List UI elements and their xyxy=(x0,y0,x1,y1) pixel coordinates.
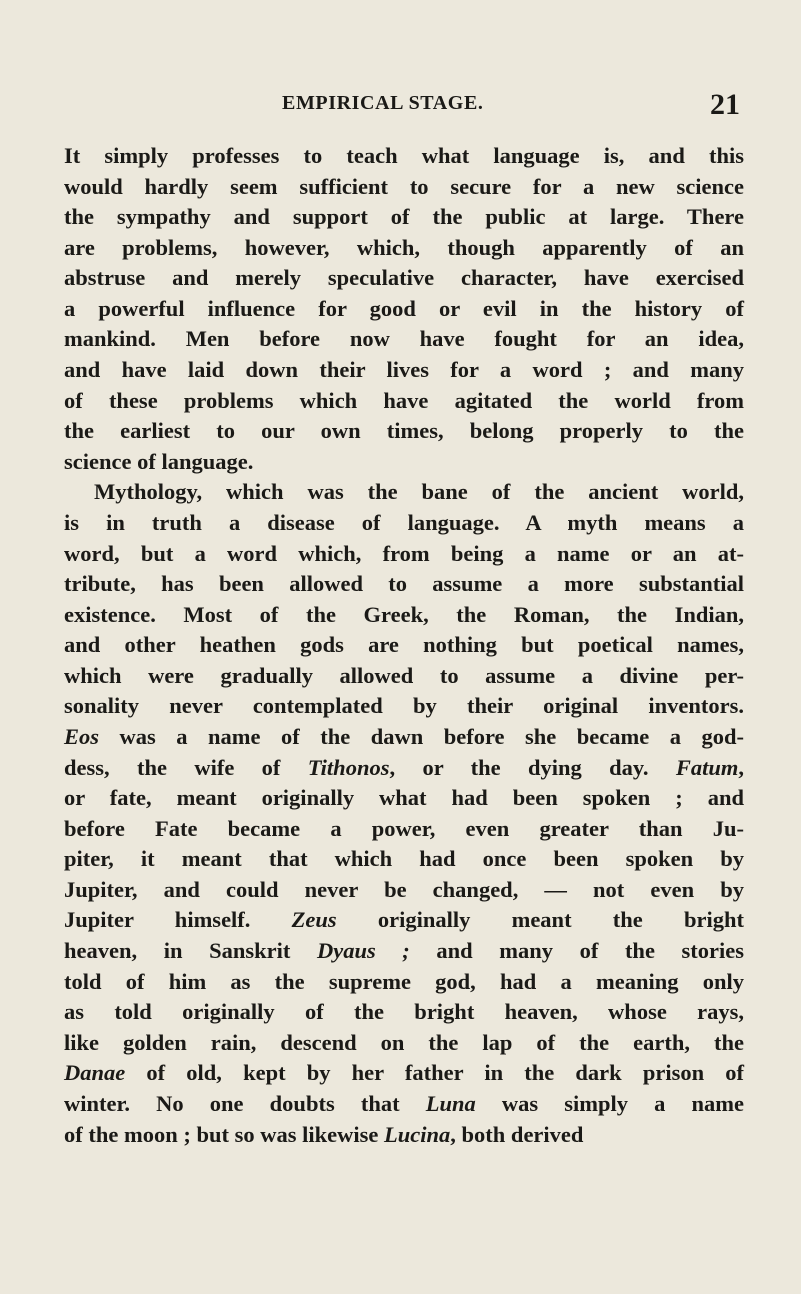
text-run: dess, the wife of xyxy=(64,754,308,780)
text-line xyxy=(64,172,744,203)
text-run: Mythology, which was the bane of the ancient world, xyxy=(94,479,744,505)
text-line xyxy=(64,691,744,722)
text-line xyxy=(64,630,744,661)
text-line xyxy=(64,324,744,355)
text-run: heaven, in Sanskrit xyxy=(64,938,317,964)
paragraph xyxy=(64,141,744,477)
italic-term: Fatum xyxy=(675,754,739,780)
text-run: originally meant the bright xyxy=(336,907,744,933)
text-run: science of language. xyxy=(64,448,254,474)
text-run: of old, kept by her father in the dark prison of xyxy=(125,1060,744,1086)
text-run: like golden rain, descend on the lap of the earth, the xyxy=(64,1029,744,1055)
running-head: EMPIRICAL STAGE. xyxy=(282,92,484,114)
text-run: would hardly seem sufficient to secure for a new science xyxy=(64,173,744,199)
text-run: as told originally of the bright heaven, whose rays, xyxy=(64,999,744,1025)
text-line xyxy=(64,386,744,417)
text-run: was a name of the dawn before she became a god- xyxy=(99,723,744,749)
text-line xyxy=(64,539,744,570)
text-run: of these problems which have agitated the world from xyxy=(64,387,744,413)
italic-term: Luna xyxy=(425,1090,476,1116)
text-run: Jupiter himself. xyxy=(64,907,292,933)
text-line xyxy=(64,1089,744,1120)
text-run: a powerful influence for good or evil in the history of xyxy=(64,295,744,321)
text-run: existence. Most of the Greek, the Roman, the Indian, xyxy=(64,601,744,627)
text-line xyxy=(64,202,744,233)
text-run: and have laid down their lives for a word ; and many xyxy=(64,357,744,383)
text-run: tribute, has been allowed to assume a more substantial xyxy=(64,571,744,597)
text-line xyxy=(64,1028,744,1059)
text-line xyxy=(64,447,744,478)
text-run: winter. No one doubts that xyxy=(64,1090,426,1116)
italic-term: Danae xyxy=(64,1060,126,1086)
text-line xyxy=(64,508,744,539)
text-line xyxy=(64,1058,744,1089)
text-line xyxy=(64,997,744,1028)
page-number: 21 xyxy=(710,88,740,121)
text-line xyxy=(64,1120,744,1151)
text-line xyxy=(64,844,744,875)
text-line xyxy=(64,814,744,845)
text-run: mankind. Men before now have fought for an idea, xyxy=(64,326,744,352)
text-line xyxy=(64,569,744,600)
text-run: before Fate became a power, even greater than Ju- xyxy=(64,815,744,841)
text-run: abstruse and merely speculative character, have exercised xyxy=(64,265,744,291)
text-run: and many of the stories xyxy=(409,938,745,964)
italic-term: Zeus xyxy=(291,907,337,933)
text-line xyxy=(64,233,744,264)
text-run: It simply professes to teach what language is, and this xyxy=(64,143,744,168)
text-line xyxy=(64,294,744,325)
paragraph xyxy=(64,477,744,1150)
text-run: sonality never contemplated by their original inventors. xyxy=(64,693,744,719)
text-line xyxy=(64,753,744,784)
text-run: are problems, however, which, though apparently of an xyxy=(64,234,744,260)
text-line xyxy=(64,416,744,447)
text-line xyxy=(64,600,744,631)
text-run: Jupiter, and could never be changed, — not even by xyxy=(64,876,744,902)
text-line xyxy=(64,661,744,692)
body-text xyxy=(64,141,744,1150)
text-run: piter, it meant that which had once been spoken by xyxy=(64,846,744,872)
text-line xyxy=(64,355,744,386)
text-run: was simply a name xyxy=(475,1090,744,1116)
text-run: or fate, meant originally what had been spoken ; and xyxy=(64,785,744,811)
text-run: is in truth a disease of language. A myth means a xyxy=(64,509,744,535)
text-line xyxy=(64,722,744,753)
text-line xyxy=(64,967,744,998)
text-line xyxy=(64,936,744,967)
text-run: of the moon ; but so was likewise xyxy=(64,1121,385,1147)
text-line xyxy=(64,263,744,294)
text-run: , xyxy=(738,754,745,780)
page-header xyxy=(268,88,740,124)
text-run: , or the dying day. xyxy=(389,754,676,780)
text-run: word, but a word which, from being a name or an at- xyxy=(64,540,744,566)
text-line xyxy=(64,477,744,508)
italic-term: Lucina xyxy=(384,1121,451,1147)
text-run: and other heathen gods are nothing but poetical names, xyxy=(64,632,744,658)
text-line xyxy=(64,905,744,936)
italic-term: Dyaus ; xyxy=(316,938,410,964)
text-line xyxy=(64,141,744,172)
text-run: the earliest to our own times, belong properly to the xyxy=(64,418,744,444)
italic-term: Tithonos xyxy=(307,754,390,780)
text-line xyxy=(64,875,744,906)
text-run: which were gradually allowed to assume a divine per- xyxy=(64,662,744,688)
text-run: , both derived xyxy=(450,1121,584,1147)
italic-term: Eos xyxy=(64,723,100,749)
text-line xyxy=(64,783,744,814)
text-run: the sympathy and support of the public at large. There xyxy=(64,204,744,230)
text-run: told of him as the supreme god, had a meaning only xyxy=(64,968,744,994)
